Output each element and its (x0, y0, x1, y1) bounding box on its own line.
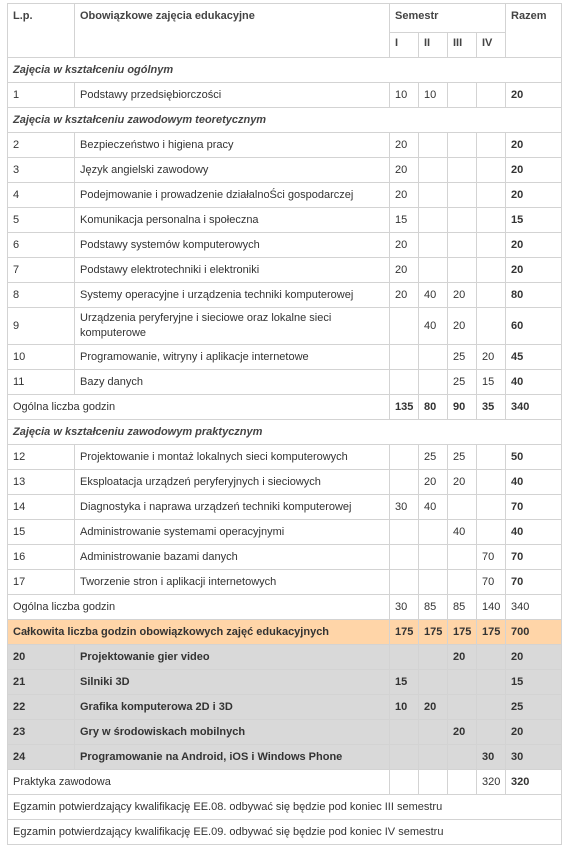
semester-2-hours (419, 770, 448, 795)
table-row (8, 570, 562, 595)
semester-4-hours (477, 695, 506, 720)
semester-4-hours (477, 233, 506, 258)
table-row (8, 645, 562, 670)
total-hours: 20 (506, 258, 562, 283)
subject-name: Bazy danych (75, 370, 390, 395)
table-row (8, 108, 562, 133)
row-number: 14 (8, 495, 75, 520)
header-lp: L.p. (8, 4, 75, 58)
header-subject: Obowiązkowe zajęcia edukacyjne (75, 4, 390, 58)
table-row (8, 520, 562, 545)
semester-4-hours (477, 520, 506, 545)
semester-4-hours (477, 283, 506, 308)
semester-3-hours (448, 495, 477, 520)
row-number: 12 (8, 445, 75, 470)
semester-4-hours (477, 133, 506, 158)
semester-2-hours: 40 (419, 308, 448, 345)
semester-3-hours (448, 745, 477, 770)
semester-2-hours (419, 208, 448, 233)
exam-note: Egzamin potwierdzający kwalifikację EE.09. odbywać się będzie pod koniec IV semestru (8, 820, 562, 845)
semester-2-hours: 40 (419, 495, 448, 520)
semester-4-hours (477, 495, 506, 520)
semester-1-hours (390, 520, 419, 545)
semester-1-hours: 30 (390, 595, 419, 620)
total-hours: 50 (506, 445, 562, 470)
practice-label: Praktyka zawodowa (8, 770, 390, 795)
semester-1-hours (390, 470, 419, 495)
table-row (8, 720, 562, 745)
semester-3-hours: 25 (448, 445, 477, 470)
row-number: 5 (8, 208, 75, 233)
semester-3-hours (448, 158, 477, 183)
table-row (8, 208, 562, 233)
total-hours: 20 (506, 183, 562, 208)
row-number: 4 (8, 183, 75, 208)
grand-total-hours: 700 (506, 620, 562, 645)
semester-2-hours: 175 (419, 620, 448, 645)
row-number: 17 (8, 570, 75, 595)
subject-name: Podstawy elektrotechniki i elektroniki (75, 258, 390, 283)
total-hours: 20 (506, 645, 562, 670)
table-body (8, 58, 562, 845)
header-semester: Semestr (390, 4, 506, 33)
semester-2-hours (419, 545, 448, 570)
row-number: 20 (8, 645, 75, 670)
subject-name: Silniki 3D (75, 670, 390, 695)
semester-3-hours (448, 208, 477, 233)
row-number: 15 (8, 520, 75, 545)
semester-1-hours (390, 545, 419, 570)
semester-3-hours: 175 (448, 620, 477, 645)
subject-name: Grafika komputerowa 2D i 3D (75, 695, 390, 720)
row-number: 16 (8, 545, 75, 570)
semester-3-hours (448, 233, 477, 258)
semester-1-hours: 175 (390, 620, 419, 645)
subject-name: Podejmowanie i prowadzenie działalnoŚci gospodarczej (75, 183, 390, 208)
semester-4-hours: 35 (477, 395, 506, 420)
semester-3-hours: 20 (448, 470, 477, 495)
semester-2-hours: 20 (419, 470, 448, 495)
subject-name: Podstawy systemów komputerowych (75, 233, 390, 258)
semester-2-hours (419, 133, 448, 158)
semester-3-hours (448, 570, 477, 595)
subject-name: Język angielski zawodowy (75, 158, 390, 183)
semester-3-hours: 20 (448, 308, 477, 345)
table-row (8, 670, 562, 695)
subject-name: Administrowanie bazami danych (75, 545, 390, 570)
table-row (8, 470, 562, 495)
semester-2-hours (419, 720, 448, 745)
total-hours: 45 (506, 345, 562, 370)
semester-2-hours (419, 370, 448, 395)
total-hours: 340 (506, 595, 562, 620)
semester-1-hours: 20 (390, 158, 419, 183)
semester-1-hours: 20 (390, 258, 419, 283)
semester-1-hours (390, 770, 419, 795)
total-hours: 20 (506, 133, 562, 158)
table-row (8, 158, 562, 183)
row-number: 13 (8, 470, 75, 495)
header-semester-2: II (419, 33, 448, 58)
row-number: 1 (8, 83, 75, 108)
row-number: 11 (8, 370, 75, 395)
row-number: 24 (8, 745, 75, 770)
total-hours: 320 (506, 770, 562, 795)
subject-name: Tworzenie stron i aplikacji internetowych (75, 570, 390, 595)
total-hours: 40 (506, 370, 562, 395)
semester-3-hours: 90 (448, 395, 477, 420)
semester-1-hours (390, 370, 419, 395)
total-hours: 15 (506, 208, 562, 233)
row-number: 23 (8, 720, 75, 745)
semester-4-hours (477, 183, 506, 208)
section-heading: Zajęcia w kształceniu zawodowym praktycznym (8, 420, 562, 445)
header-semester-4: IV (477, 33, 506, 58)
row-number: 10 (8, 345, 75, 370)
semester-4-hours: 70 (477, 570, 506, 595)
semester-3-hours (448, 133, 477, 158)
semester-1-hours: 15 (390, 208, 419, 233)
table-row (8, 695, 562, 720)
row-number: 7 (8, 258, 75, 283)
semester-3-hours: 20 (448, 645, 477, 670)
semester-1-hours (390, 645, 419, 670)
semester-4-hours: 320 (477, 770, 506, 795)
semester-2-hours: 25 (419, 445, 448, 470)
semester-4-hours (477, 645, 506, 670)
semester-2-hours: 80 (419, 395, 448, 420)
row-number: 3 (8, 158, 75, 183)
total-hours: 40 (506, 520, 562, 545)
semester-1-hours: 135 (390, 395, 419, 420)
exam-note: Egzamin potwierdzający kwalifikację EE.08. odbywać się będzie pod koniec III semestru (8, 795, 562, 820)
semester-4-hours: 140 (477, 595, 506, 620)
total-hours: 30 (506, 745, 562, 770)
semester-1-hours: 20 (390, 283, 419, 308)
total-hours: 80 (506, 283, 562, 308)
total-hours: 20 (506, 158, 562, 183)
subject-name: Diagnostyka i naprawa urządzeń techniki komputerowej (75, 495, 390, 520)
section-heading: Zajęcia w kształceniu zawodowym teoretycznym (8, 108, 562, 133)
table-row (8, 308, 562, 345)
semester-1-hours: 30 (390, 495, 419, 520)
subject-name: Programowanie, witryny i aplikacje internetowe (75, 345, 390, 370)
semester-4-hours (477, 445, 506, 470)
semester-4-hours: 70 (477, 545, 506, 570)
sum-label: Ogólna liczba godzin (8, 595, 390, 620)
sum-label: Ogólna liczba godzin (8, 395, 390, 420)
semester-3-hours: 20 (448, 283, 477, 308)
semester-4-hours: 20 (477, 345, 506, 370)
semester-2-hours (419, 158, 448, 183)
subject-name: Podstawy przedsiębiorczości (75, 83, 390, 108)
section-heading: Zajęcia w kształceniu ogólnym (8, 58, 562, 83)
table-row (8, 183, 562, 208)
semester-2-hours (419, 745, 448, 770)
semester-2-hours (419, 645, 448, 670)
table-row (8, 58, 562, 83)
semester-1-hours (390, 745, 419, 770)
semester-1-hours: 20 (390, 183, 419, 208)
semester-1-hours: 20 (390, 133, 419, 158)
semester-4-hours (477, 670, 506, 695)
semester-2-hours: 20 (419, 695, 448, 720)
subject-name: Programowanie na Android, iOS i Windows Phone (75, 745, 390, 770)
table-row (8, 795, 562, 820)
total-hours: 25 (506, 695, 562, 720)
semester-3-hours: 85 (448, 595, 477, 620)
semester-4-hours (477, 208, 506, 233)
semester-3-hours: 20 (448, 720, 477, 745)
table-row (8, 820, 562, 845)
table-row (8, 283, 562, 308)
subject-name: Administrowanie systemami operacyjnymi (75, 520, 390, 545)
semester-1-hours: 20 (390, 233, 419, 258)
table-row (8, 420, 562, 445)
semester-3-hours (448, 83, 477, 108)
table-row (8, 233, 562, 258)
semester-1-hours (390, 720, 419, 745)
semester-2-hours (419, 183, 448, 208)
table-row (8, 83, 562, 108)
semester-3-hours (448, 258, 477, 283)
table-row (8, 445, 562, 470)
semester-3-hours (448, 545, 477, 570)
header-semester-1: I (390, 33, 419, 58)
row-number: 8 (8, 283, 75, 308)
row-number: 6 (8, 233, 75, 258)
semester-3-hours (448, 670, 477, 695)
row-number: 21 (8, 670, 75, 695)
semester-3-hours: 25 (448, 345, 477, 370)
subject-name: Urządzenia peryferyjne i sieciowe oraz lokalne sieci komputerowe (75, 308, 390, 345)
semester-4-hours (477, 158, 506, 183)
header-total: Razem (506, 4, 562, 58)
semester-2-hours (419, 520, 448, 545)
subject-name: Bezpieczeństwo i higiena pracy (75, 133, 390, 158)
semester-4-hours: 15 (477, 370, 506, 395)
subject-name: Gry w środowiskach mobilnych (75, 720, 390, 745)
semester-1-hours: 10 (390, 83, 419, 108)
subject-name: Eksploatacja urządzeń peryferyjnych i sieciowych (75, 470, 390, 495)
semester-2-hours (419, 670, 448, 695)
row-number: 2 (8, 133, 75, 158)
curriculum-table (7, 3, 562, 845)
table-row (8, 495, 562, 520)
total-hours: 70 (506, 495, 562, 520)
table-row (8, 395, 562, 420)
semester-2-hours (419, 345, 448, 370)
table-row (8, 345, 562, 370)
semester-4-hours: 30 (477, 745, 506, 770)
table-row (8, 545, 562, 570)
semester-3-hours (448, 770, 477, 795)
semester-4-hours (477, 308, 506, 345)
total-hours: 60 (506, 308, 562, 345)
table-row (8, 620, 562, 645)
table-row (8, 595, 562, 620)
semester-1-hours (390, 345, 419, 370)
semester-1-hours: 15 (390, 670, 419, 695)
semester-4-hours (477, 258, 506, 283)
semester-4-hours (477, 720, 506, 745)
subject-name: Systemy operacyjne i urządzenia techniki komputerowej (75, 283, 390, 308)
row-number: 22 (8, 695, 75, 720)
semester-4-hours (477, 83, 506, 108)
semester-3-hours: 25 (448, 370, 477, 395)
total-hours: 20 (506, 233, 562, 258)
semester-3-hours (448, 183, 477, 208)
total-hours: 340 (506, 395, 562, 420)
table-row (8, 133, 562, 158)
total-hours: 40 (506, 470, 562, 495)
semester-1-hours (390, 445, 419, 470)
semester-2-hours (419, 233, 448, 258)
total-hours: 15 (506, 670, 562, 695)
subject-name: Komunikacja personalna i społeczna (75, 208, 390, 233)
subject-name: Projektowanie i montaż lokalnych sieci komputerowych (75, 445, 390, 470)
semester-1-hours (390, 570, 419, 595)
semester-4-hours (477, 470, 506, 495)
table-row (8, 370, 562, 395)
semester-3-hours: 40 (448, 520, 477, 545)
semester-4-hours: 175 (477, 620, 506, 645)
semester-2-hours (419, 258, 448, 283)
semester-2-hours (419, 570, 448, 595)
total-hours: 20 (506, 83, 562, 108)
semester-3-hours (448, 695, 477, 720)
semester-2-hours: 85 (419, 595, 448, 620)
total-hours: 20 (506, 720, 562, 745)
semester-2-hours: 10 (419, 83, 448, 108)
semester-1-hours (390, 308, 419, 345)
table-row (8, 745, 562, 770)
semester-2-hours: 40 (419, 283, 448, 308)
grand-total-label: Całkowita liczba godzin obowiązkowych zajęć edukacyjnych (8, 620, 390, 645)
row-number: 9 (8, 308, 75, 345)
total-hours: 70 (506, 545, 562, 570)
header-semester-3: III (448, 33, 477, 58)
subject-name: Projektowanie gier video (75, 645, 390, 670)
table-row (8, 258, 562, 283)
total-hours: 70 (506, 570, 562, 595)
table-row (8, 770, 562, 795)
semester-1-hours: 10 (390, 695, 419, 720)
